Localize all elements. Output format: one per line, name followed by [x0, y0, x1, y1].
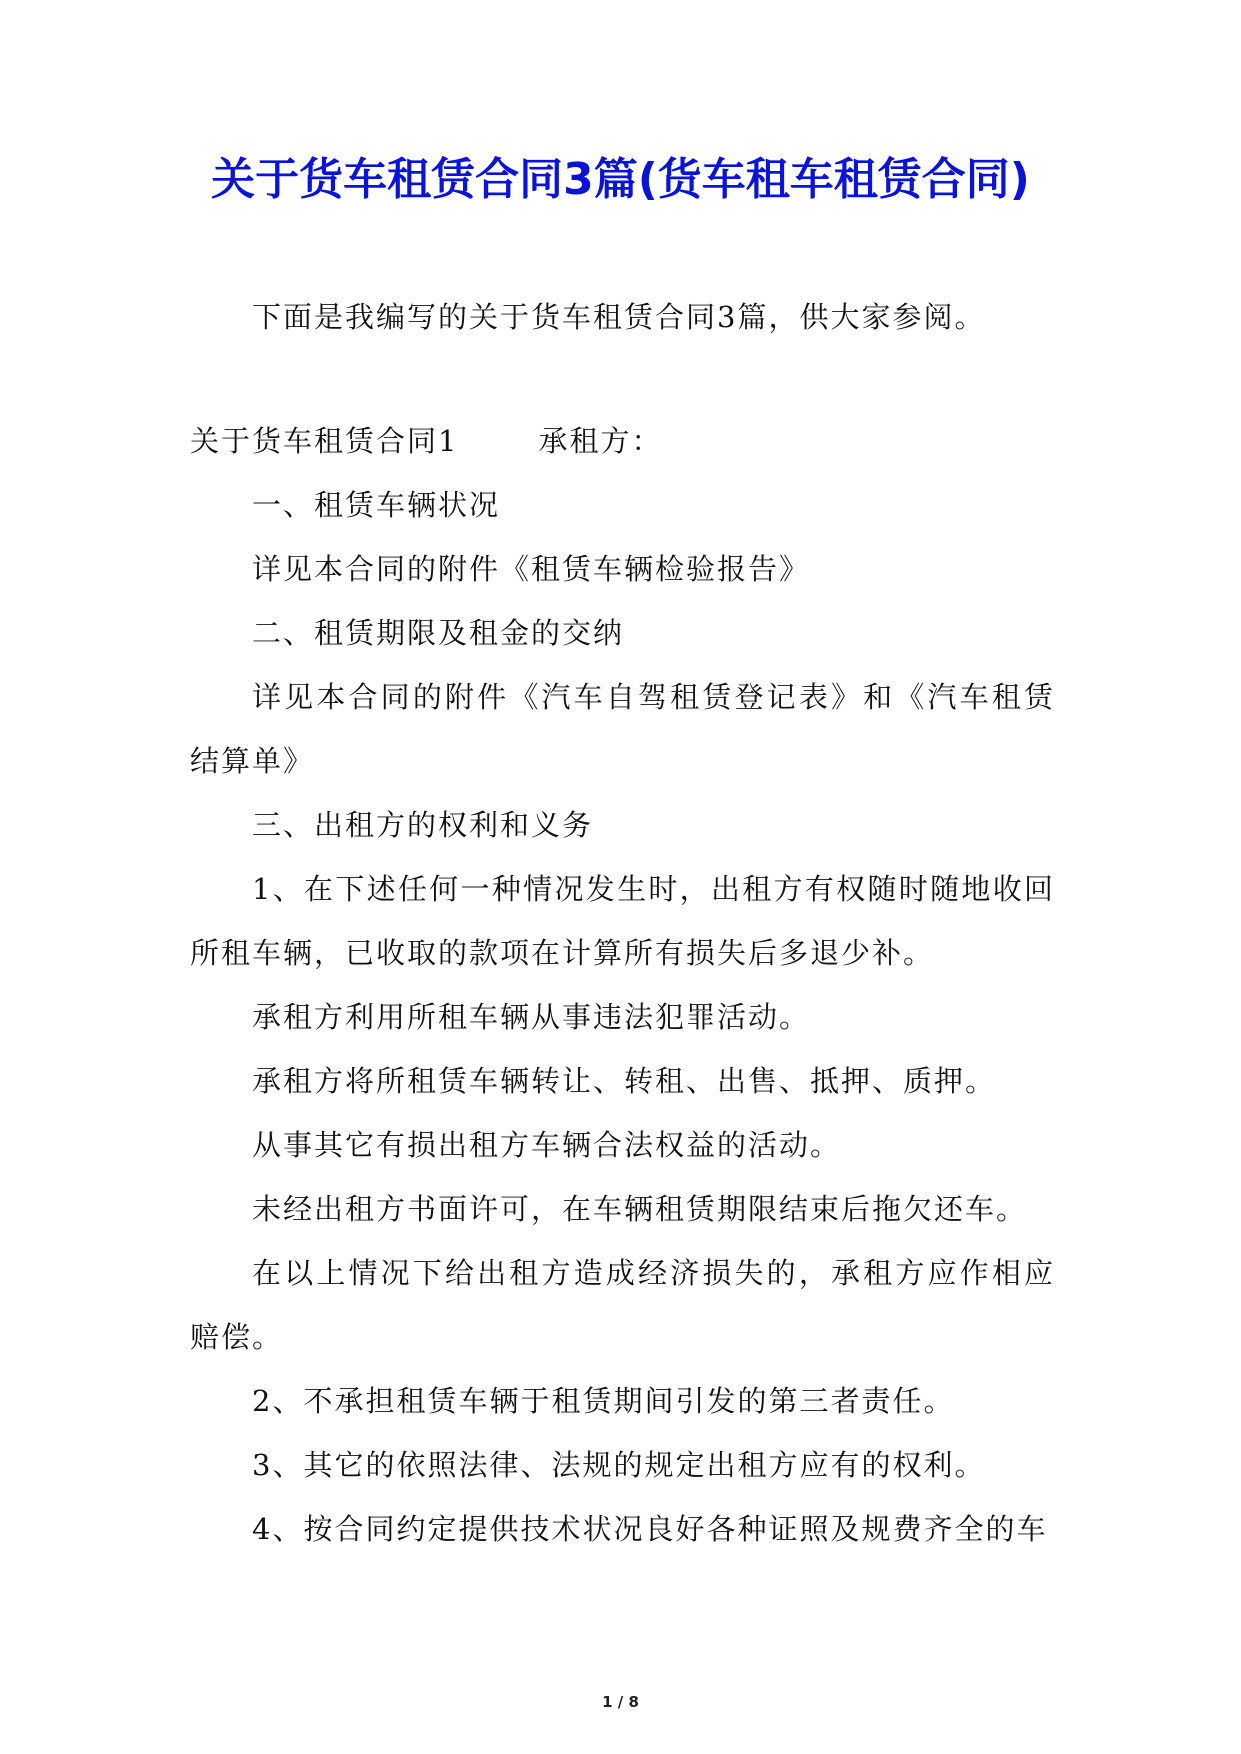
page-number: 1 / 8 — [602, 1693, 639, 1711]
section-heading — [190, 409, 1055, 473]
document-title: 关于货车租赁合同3篇(货车租车租赁合同) — [211, 154, 1030, 205]
intro-paragraph: 下面是我编写的关于货车租赁合同3篇，供大家参阅。 — [252, 300, 986, 334]
paragraph: 在以上情况下给出租方造成经济损失的，承租方应作相应赔偿。 — [190, 1256, 1055, 1354]
lessee-label: 承租方： — [538, 424, 663, 458]
paragraph: 二、租赁期限及租金的交纳 — [252, 616, 625, 650]
paragraph: 一、租赁车辆状况 — [252, 488, 501, 522]
document-body — [190, 285, 1055, 1561]
paragraph: 详见本合同的附件《租赁车辆检验报告》 — [252, 552, 811, 586]
paragraph: 承租方将所租赁车辆转让、转租、出售、抵押、质押。 — [252, 1064, 997, 1098]
paragraph: 3、其它的依照法律、法规的规定出租方应有的权利。 — [252, 1448, 986, 1482]
paragraph: 4、按合同约定提供技术状况良好各种证照及规费齐全的车 — [252, 1512, 1048, 1546]
paragraph: 未经出租方书面许可，在车辆租赁期限结束后拖欠还车。 — [252, 1192, 1028, 1226]
paragraph: 详见本合同的附件《汽车自驾租赁登记表》和《汽车租赁结算单》 — [190, 680, 1055, 778]
paragraph: 三、出租方的权利和义务 — [252, 808, 594, 842]
paragraph: 2、不承担租赁车辆于租赁期间引发的第三者责任。 — [252, 1384, 955, 1418]
paragraph: 1、在下述任何一种情况发生时，出租方有权随时随地收回所租车辆，已收取的款项在计算所有损失后多退少补。 — [190, 872, 1055, 970]
section-label: 关于货车租赁合同1 — [190, 424, 459, 458]
paragraph: 承租方利用所租车辆从事违法犯罪活动。 — [252, 1000, 811, 1034]
paragraph: 从事其它有损出租方车辆合法权益的活动。 — [252, 1128, 842, 1162]
